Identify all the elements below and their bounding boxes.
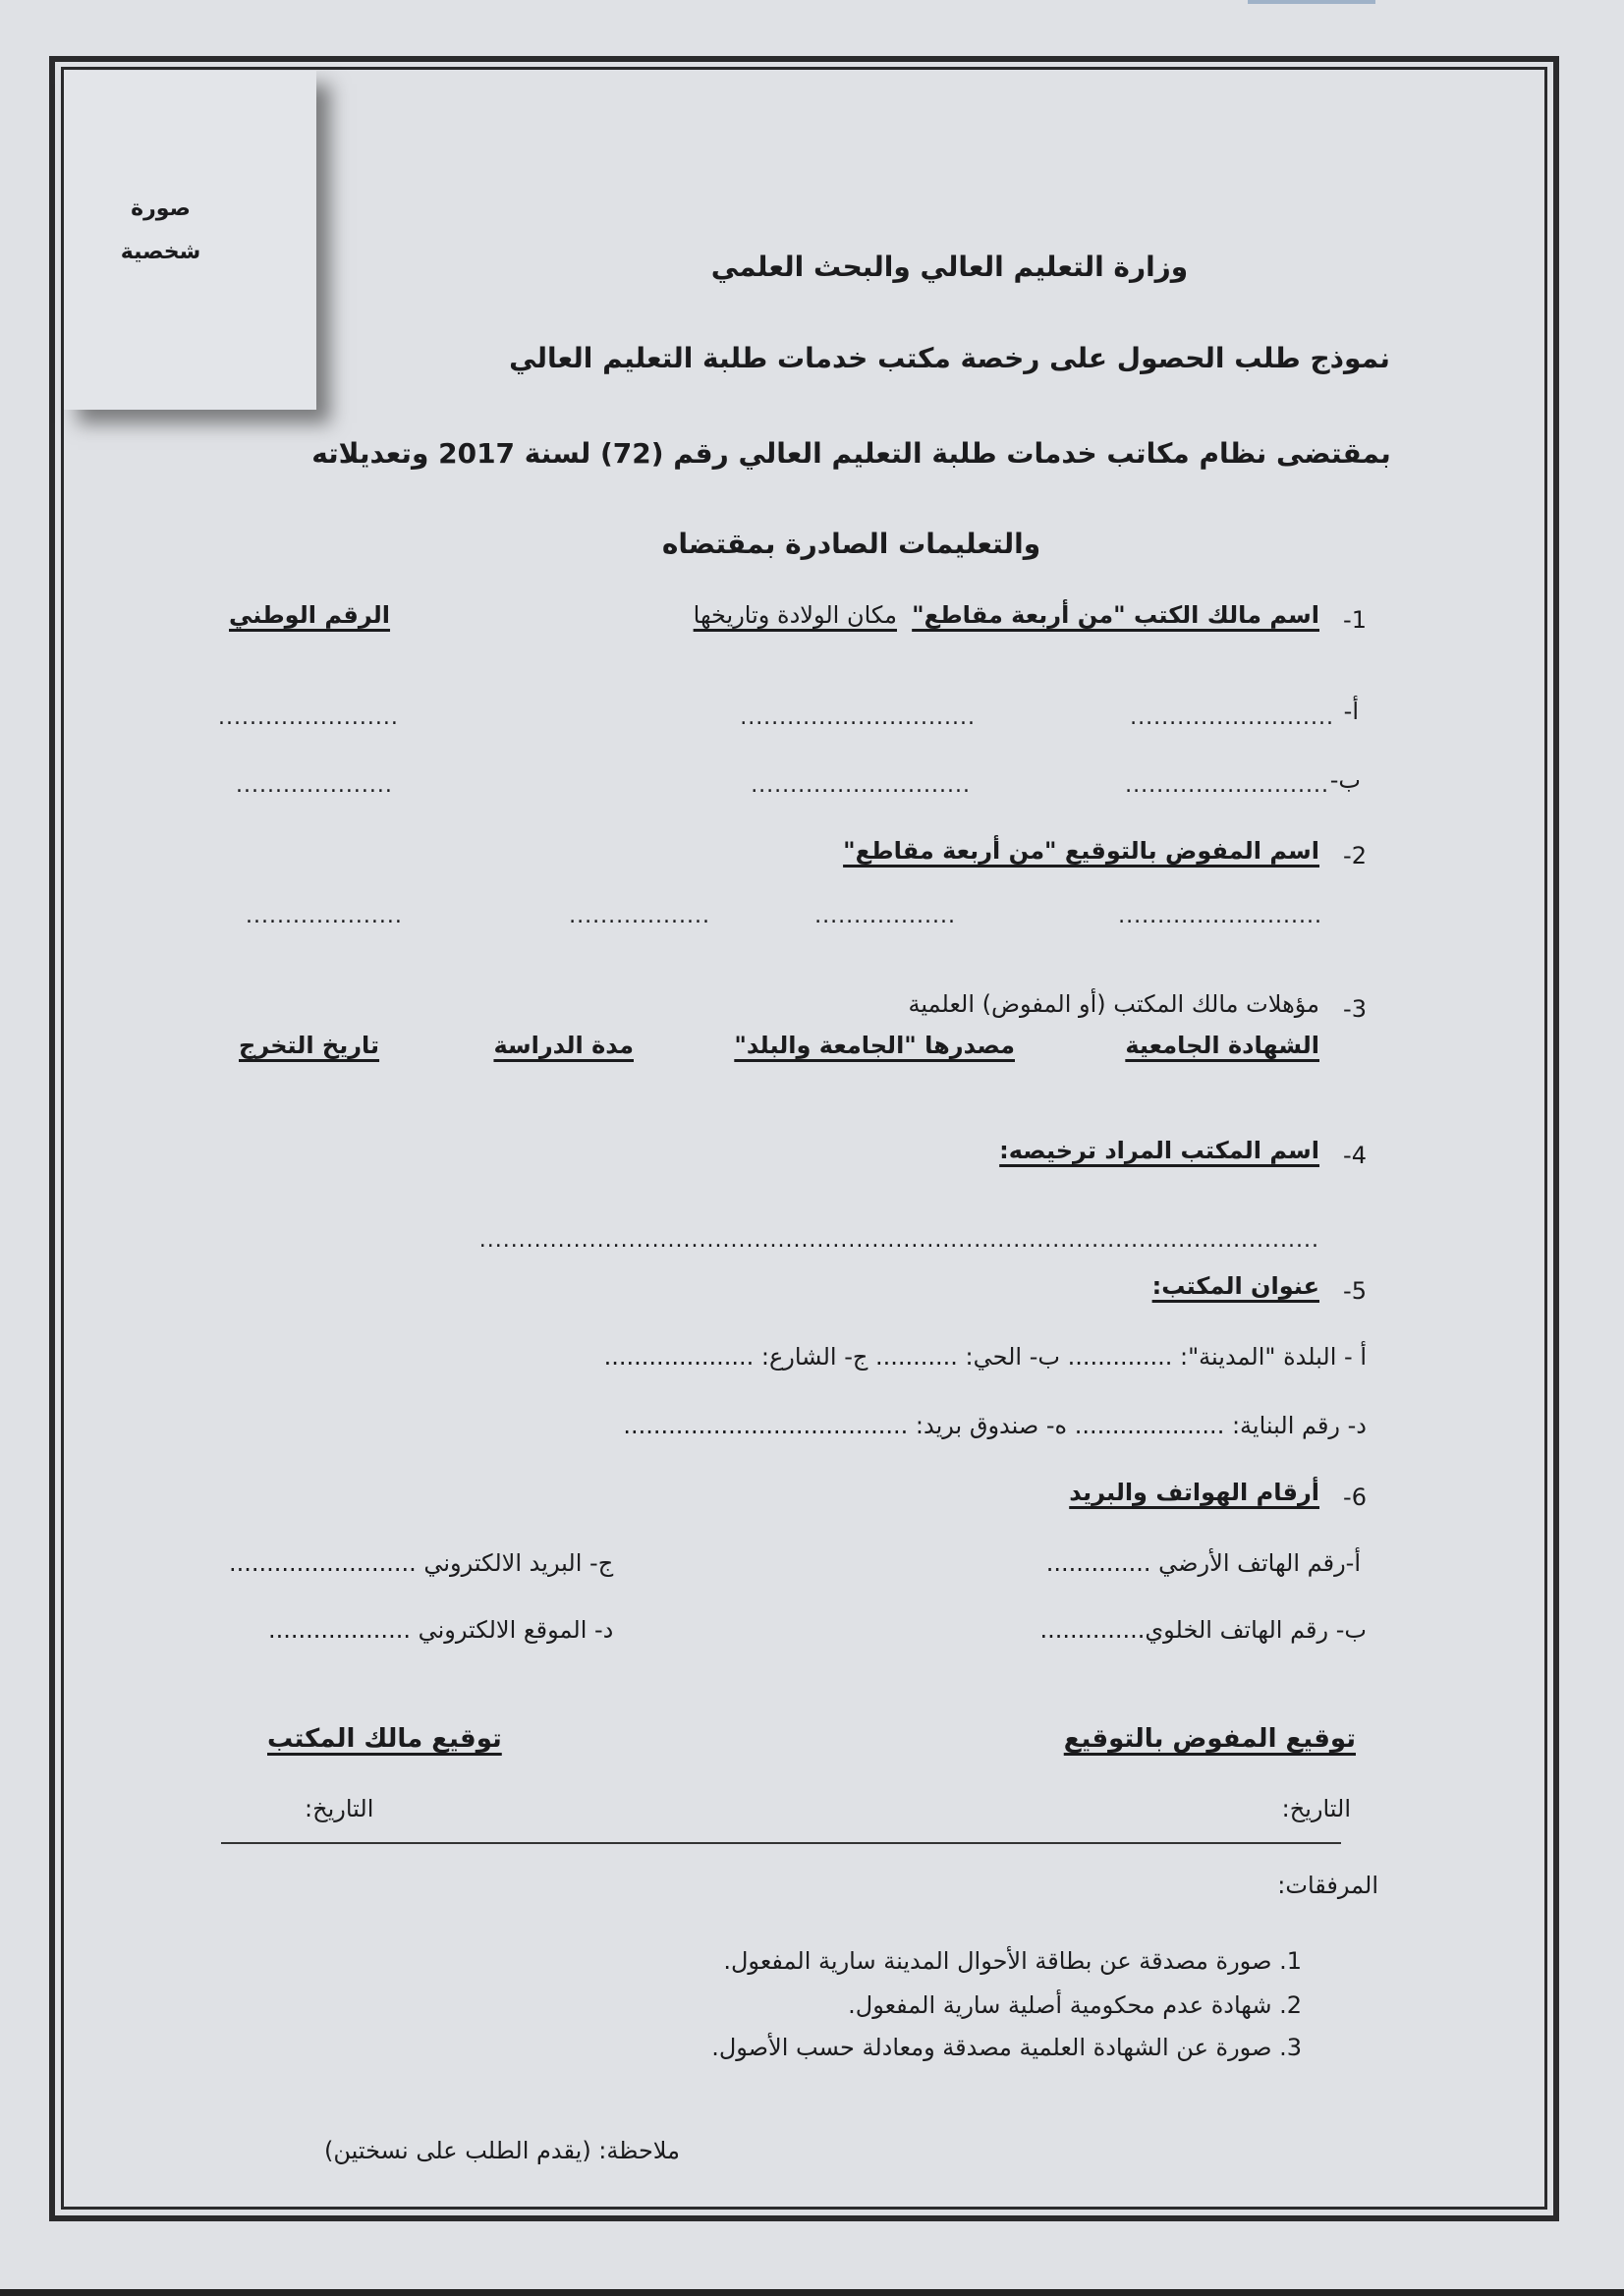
owner-date-label: التاريخ: <box>305 1795 374 1822</box>
section3-qualifications-label: مؤهلات مالك المكتب (أو المفوض) العلمية <box>908 990 1319 1018</box>
separator-line <box>221 1842 1341 1844</box>
section2-delegate-name-label: اسم المفوض بالتوقيع "من أربعة مقاطع" <box>843 837 1319 865</box>
address-line-2[interactable]: د- رقم البناية: .................... ه- صندوق بريد: ...................................... <box>623 1412 1367 1439</box>
row-b-prefix: ب- <box>1329 766 1361 794</box>
address-line-1[interactable]: أ - البلدة "المدينة": .............. ب- الحي: ........... ج- الشارع: .................... <box>603 1343 1367 1371</box>
col-graduation-date: تاريخ التخرج <box>239 1032 380 1059</box>
row-a-national-id-field[interactable]: ....................... <box>218 705 399 730</box>
attachments-heading: المرفقات: <box>1277 1872 1378 1899</box>
section3-number: 3- <box>1343 995 1367 1023</box>
row-a-prefix: أ- <box>1343 698 1359 725</box>
delegate-name-field-4[interactable]: .................... <box>246 904 403 928</box>
delegate-name-field-1[interactable]: .......................... <box>1118 904 1322 928</box>
scan-artifact <box>1248 0 1375 4</box>
section4-number: 4- <box>1343 1142 1367 1169</box>
section5-address-label: عنوان المكتب: <box>1151 1272 1319 1300</box>
row-b-name-field[interactable]: .......................... <box>1125 773 1329 798</box>
instructions-line: والتعليمات الصادرة بمقتضاه <box>661 528 1041 560</box>
regulation-line: بمقتضى نظام مكاتب خدمات طلبة التعليم العالي رقم (72) لسنة 2017 وتعديلاته <box>311 437 1391 470</box>
landline-field[interactable]: أ-رقم الهاتف الأرضي .............. <box>1045 1549 1361 1577</box>
delegate-name-field-3[interactable]: .................. <box>569 904 710 928</box>
section6-number: 6- <box>1343 1484 1367 1511</box>
col-duration: مدة الدراسة <box>493 1032 634 1059</box>
section2-number: 2- <box>1343 842 1367 869</box>
section1-national-id-label: الرقم الوطني <box>229 601 391 629</box>
section6-contacts-label: أرقام الهواتف والبريد <box>1069 1479 1319 1506</box>
section4-office-name-label: اسم المكتب المراد ترخيصه: <box>999 1137 1319 1164</box>
form-title: نموذج طلب الحصول على رخصة مكتب خدمات طلبة التعليم العالي <box>509 342 1390 374</box>
delegate-name-field-2[interactable]: .................. <box>814 904 956 928</box>
attachment-item-2: 2. شهادة عدم محكومية أصلية سارية المفعول. <box>848 1991 1302 2019</box>
col-degree: الشهادة الجامعية <box>1125 1032 1319 1059</box>
col-source: مصدرها "الجامعة والبلد" <box>734 1032 1015 1059</box>
ministry-title: وزارة التعليم العالي والبحث العلمي <box>710 251 1189 283</box>
row-b-national-id-field[interactable]: .................... <box>236 773 393 798</box>
row-a-name-field[interactable]: .......................... <box>1130 705 1334 730</box>
note-text: ملاحظة: (يقدم الطلب على نسختين) <box>324 2137 680 2164</box>
section1-owner-name-label: اسم مالك الكتب "من أربعة مقاطع" <box>912 601 1319 629</box>
owner-signature-label: توقيع مالك المكتب <box>267 1724 502 1754</box>
attachment-item-3: 3. صورة عن الشهادة العلمية مصدقة ومعادلة حسب الأصول. <box>711 2034 1302 2061</box>
section5-number: 5- <box>1343 1277 1367 1305</box>
row-a-birth-field[interactable]: .............................. <box>740 705 976 730</box>
section1-number: 1- <box>1343 606 1367 634</box>
photo-label-line2: شخصية <box>120 240 201 264</box>
email-field[interactable]: ج- البريد الالكتروني ......................... <box>229 1549 614 1577</box>
attachment-item-1: 1. صورة مصدقة عن بطاقة الأحوال المدينة سارية المفعول. <box>723 1947 1302 1975</box>
scan-bottom-edge <box>0 2289 1624 2296</box>
delegate-date-label: التاريخ: <box>1281 1795 1351 1822</box>
mobile-field[interactable]: ب- رقم الهاتف الخلوي.............. <box>1039 1616 1367 1644</box>
delegate-signature-label: توقيع المفوض بالتوقيع <box>1063 1724 1356 1754</box>
office-name-field[interactable]: ........................................................................................................... <box>478 1228 1319 1253</box>
website-field[interactable]: د- الموقع الالكتروني ................... <box>268 1616 614 1644</box>
section1-birth-label: مكان الولادة وتاريخها <box>693 601 897 629</box>
photo-label-line1: صورة <box>131 196 191 221</box>
row-b-birth-field[interactable]: ............................ <box>751 773 971 798</box>
